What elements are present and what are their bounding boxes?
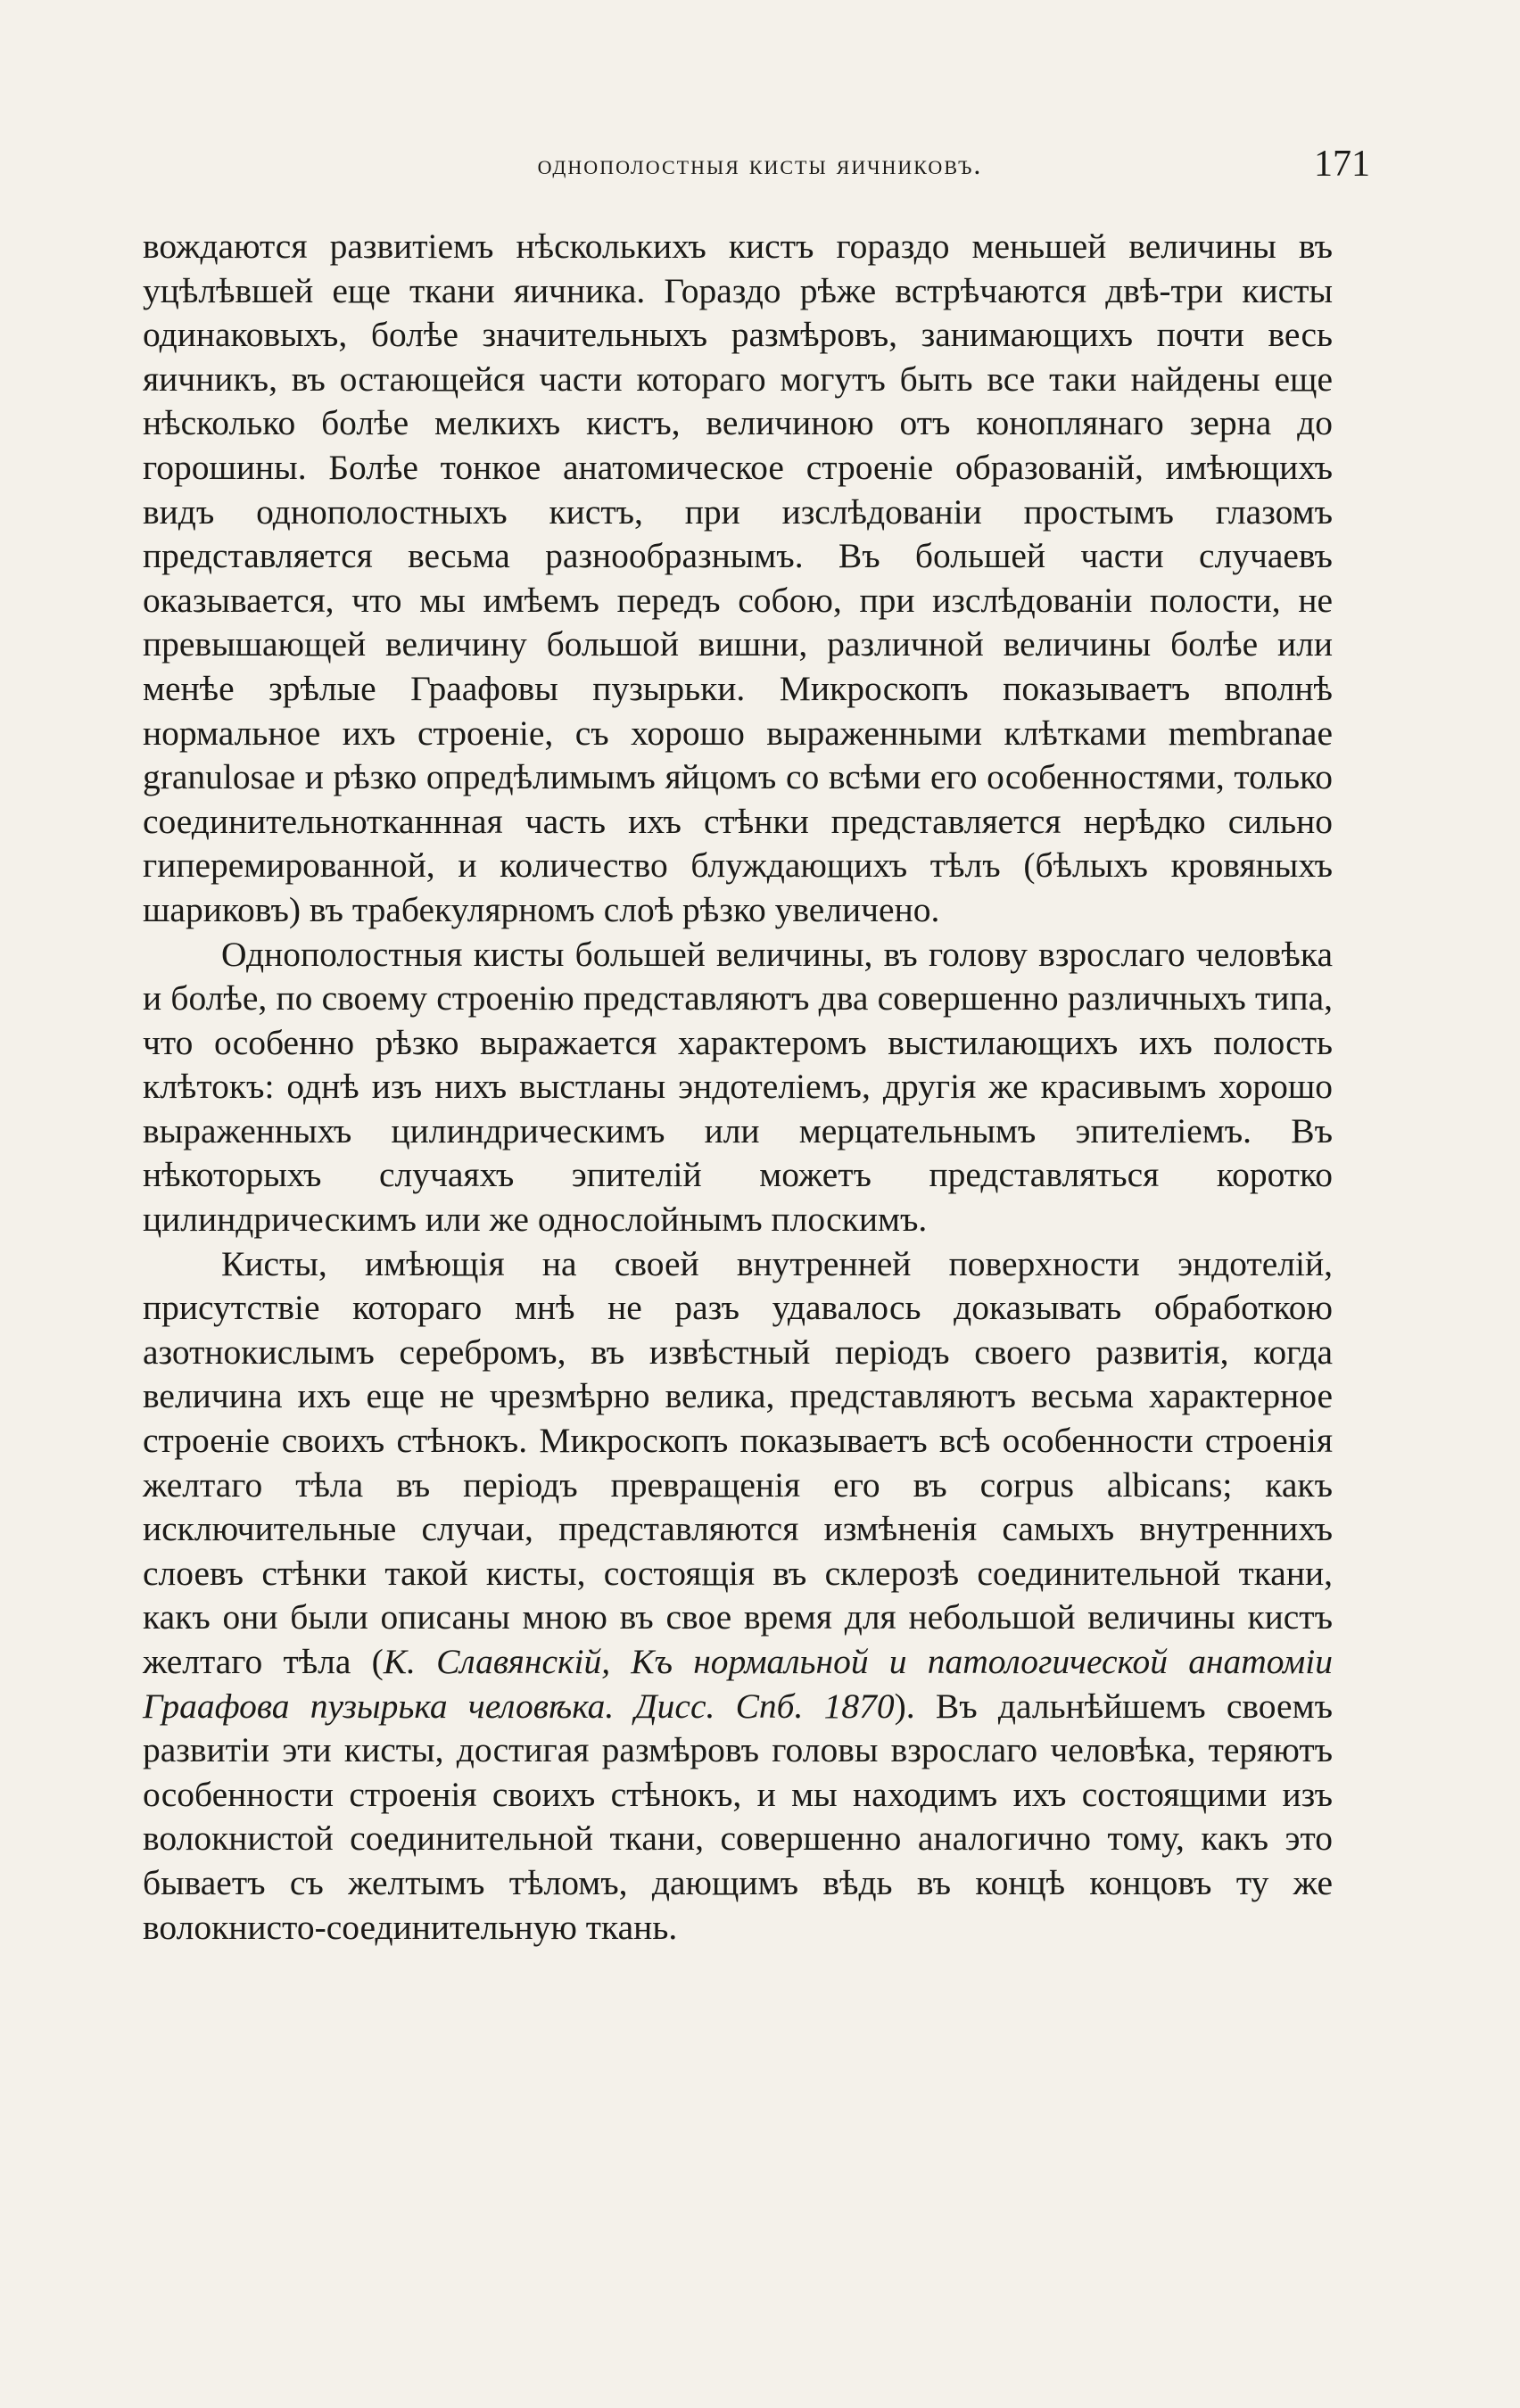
running-title: однополостныя кисты яичниковъ. bbox=[537, 148, 983, 180]
paragraph-2: Однополостныя кисты большей величины, въ голову взрослаго человѣка и болѣе, по своему строенію представляютъ два совершенно различныхъ типа, что особенно рѣзко выражается характеромъ выстилающихъ ихъ полость клѣтокъ: однѣ изъ нихъ выстланы эндотеліемъ, другія же красивымъ хорошо выраженныхъ цилиндрическимъ или мерцательнымъ эпителіемъ. Въ нѣкоторыхъ случаяхъ эпителій можетъ представляться коротко цилиндрическимъ или же однослойнымъ плоскимъ. bbox=[143, 934, 1333, 1240]
page-header bbox=[143, 143, 1377, 196]
body-text bbox=[143, 225, 1333, 1950]
paragraph-3-text-end: ). Въ дальнѣйшемъ своемъ развитіи эти кисты, достигая размѣровъ головы взрослаго человѣка, теряютъ особенности строенія своихъ стѣнокъ, и мы находимъ ихъ состоящими изъ волокнистой соединительной ткани, совершенно аналогично тому, какъ это бываетъ съ желтымъ тѣломъ, дающимъ вѣдь въ концѣ концовъ ту же волокнисто-соединительную ткань. bbox=[143, 1686, 1333, 1947]
paragraph-1: вождаются развитіемъ нѣсколькихъ кистъ гораздо меньшей величины въ уцѣлѣвшей еще ткани яичника. Гораздо рѣже встрѣчаются двѣ-три кисты одинаковыхъ, болѣе значительныхъ размѣровъ, занимающихъ почти весь яичникъ, въ остающейся части котораго могутъ быть все таки найдены еще нѣсколько болѣе мелкихъ кистъ, величиною отъ коноплянаго зерна до горошины. Болѣе тонкое анатомическое строеніе образованій, имѣющихъ видъ однополостныхъ кистъ, при изслѣдованіи простымъ глазомъ представляется весьма разнообразнымъ. Въ большей части случаевъ оказывается, что мы имѣемъ передъ собою, при изслѣдованіи полости, не превышающей величину большой вишни, различной величины болѣе или менѣе зрѣлые Граафовы пузырьки. Микроскопъ показываетъ вполнѣ нормальное ихъ строеніе, съ хорошо выраженными клѣтками membranae granulosae и рѣзко опредѣлимымъ яйцомъ со всѣми его особенностями, только соединительнотканнная часть ихъ стѣнки представляется нерѣдко сильно гиперемированной, и количество блуждающихъ тѣлъ (бѣлыхъ кровяныхъ шариковъ) въ трабекулярномъ слоѣ рѣзко увеличено. bbox=[143, 227, 1333, 929]
citation: К. Славянскій, Къ нормальной и патологической анатоміи Граафова пузырька человѣка. Дисс. Спб. 1870 bbox=[143, 1642, 1333, 1726]
paragraph-3-text-start: Кисты, имѣющія на своей внутренней поверхности эндотелій, присутствіе котораго мнѣ не разъ удавалось доказывать обработкою азотнокислымъ серебромъ, въ извѣстный періодъ своего развитія, когда величина ихъ еще не чрезмѣрно велика, представляютъ весьма характерное строеніе своихъ стѣнокъ. Микроскопъ показываетъ всѣ особенности строенія желтаго тѣла въ періодъ превращенія его въ corpus albicans; какъ исключительные случаи, представляются измѣненія самыхъ внутреннихъ слоевъ стѣнки такой кисты, состоящія въ склерозѣ соединительной ткани, какъ они были описаны мною въ свое время для небольшой величины кистъ желтаго тѣла ( bbox=[143, 1243, 1333, 1681]
page-number: 171 bbox=[1314, 144, 1370, 185]
paragraph-3 bbox=[143, 1242, 1333, 1950]
